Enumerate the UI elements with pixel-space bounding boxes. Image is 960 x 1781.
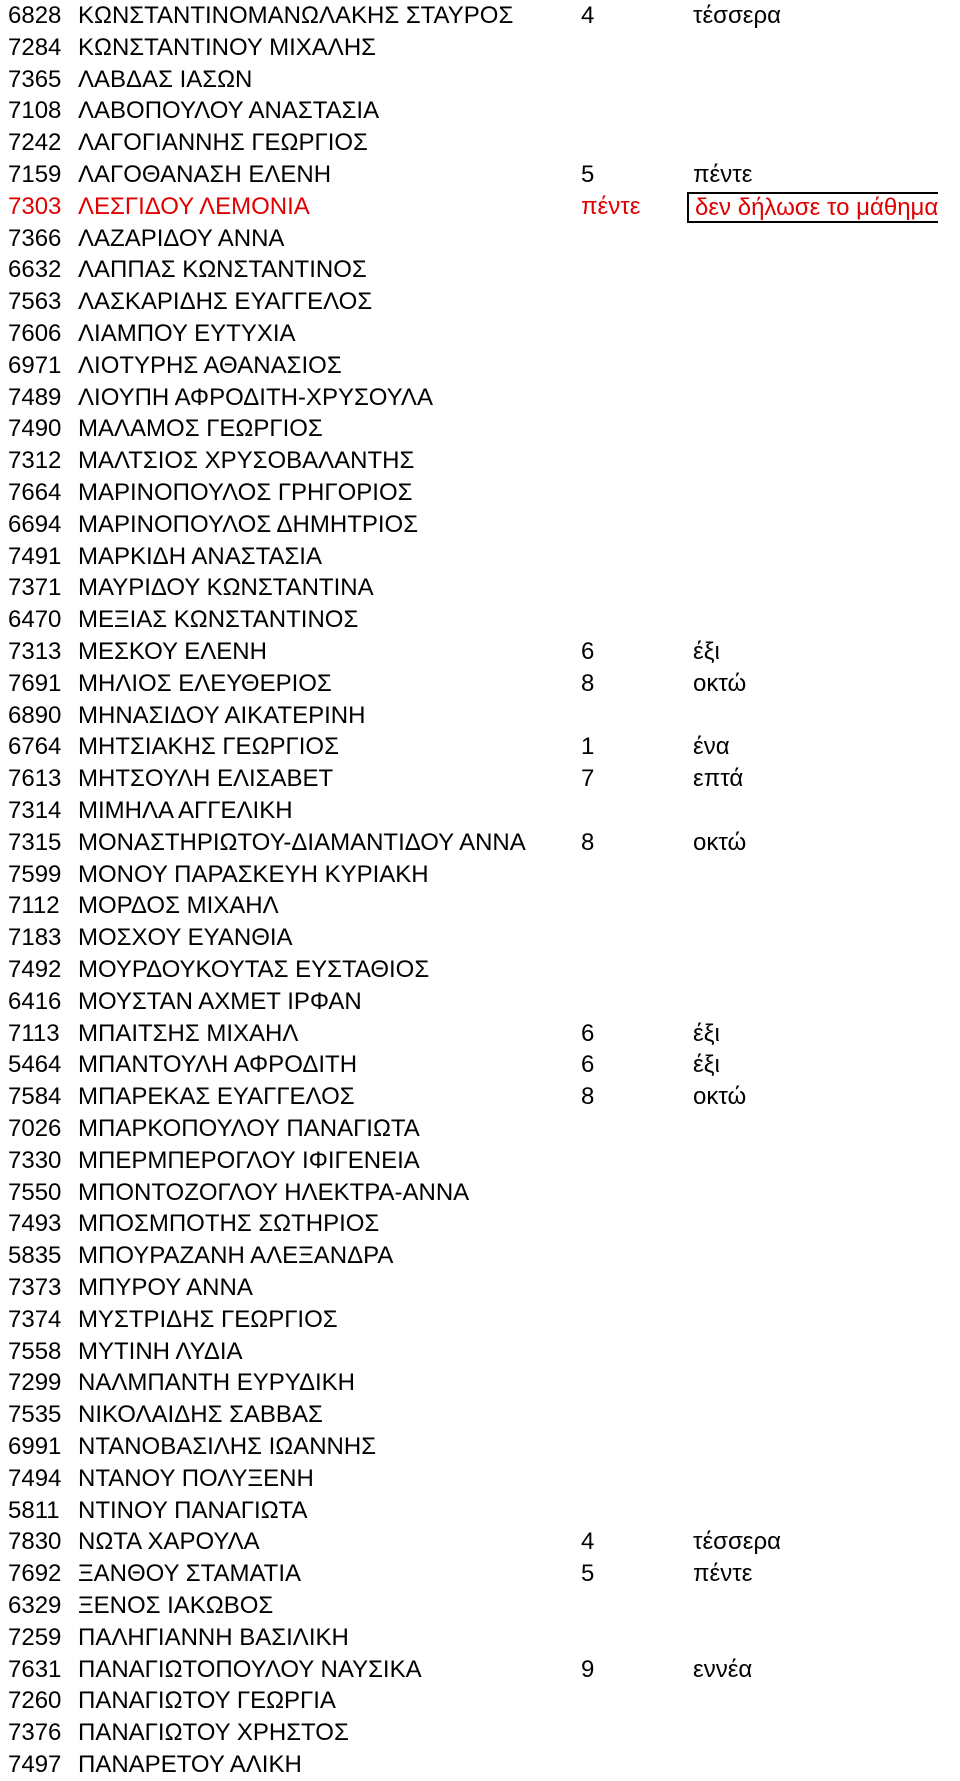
- table-row: [0, 954, 960, 986]
- student-id: 7026: [8, 1115, 62, 1142]
- grade-number: 7: [581, 765, 595, 793]
- student-name: ΜΥΤΙΝΗ ΛΥΔΙΑ: [78, 1337, 243, 1365]
- student-id: 7830: [8, 1528, 62, 1556]
- table-row: [0, 1177, 960, 1209]
- student-id: 7242: [8, 129, 62, 157]
- student-id: 7260: [8, 1687, 62, 1715]
- student-name: ΜΗΤΣΟΥΛΗ ΕΛΙΣΑΒΕΤ: [78, 765, 334, 793]
- student-name: ΜΠΟΥΡΑΖΑΝΗ ΑΛΕΞΑΝΔΡΑ: [78, 1242, 394, 1270]
- student-name: ΛΕΣΓΙΔΟΥ ΛΕΜΟΝΙΑ: [78, 192, 310, 220]
- student-id: 6764: [8, 733, 62, 761]
- student-name: ΜΕΣΚΟΥ ΕΛΕΝΗ: [78, 638, 267, 665]
- table-row: [0, 1145, 960, 1177]
- grade-in-words: έξι: [693, 1019, 720, 1047]
- student-id: 7497: [8, 1751, 62, 1778]
- grade-number: 8: [581, 1083, 595, 1111]
- student-name: ΜΟΝΑΣΤΗΡΙΩΤΟΥ-ΔΙΑΜΑΝΤΙΔΟΥ ΑΝΝΑ: [78, 828, 526, 856]
- table-row: [0, 1240, 960, 1272]
- table-row: [0, 159, 960, 191]
- student-name: ΜΠΑΡΕΚΑΣ ΕΥΑΓΓΕΛΟΣ: [78, 1083, 355, 1111]
- student-id: 7493: [8, 1210, 62, 1238]
- table-row: [0, 318, 960, 350]
- student-name: ΜΠΟΣΜΠΟΤΗΣ ΣΩΤΗΡΙΟΣ: [78, 1210, 380, 1238]
- student-id: 6890: [8, 701, 62, 729]
- student-name: ΜΟΣΧΟΥ ΕΥΑΝΘΙΑ: [78, 924, 293, 952]
- student-id: 7373: [8, 1274, 62, 1301]
- student-id: 7299: [8, 1369, 62, 1397]
- student-id: 7312: [8, 447, 62, 475]
- student-id: 6971: [8, 351, 62, 379]
- table-row: [0, 1367, 960, 1399]
- student-id: 6828: [8, 2, 62, 29]
- student-name: ΛΑΓΟΘΑΝΑΣΗ ΕΛΕΝΗ: [78, 161, 332, 188]
- student-name: ΠΑΛΗΓΙΑΝΝΗ ΒΑΣΙΛΙΚΗ: [78, 1623, 349, 1651]
- grade-number: 5: [581, 161, 595, 188]
- table-row: [0, 350, 960, 382]
- student-name: ΛΑΠΠΑΣ ΚΩΝΣΤΑΝΤΙΝΟΣ: [78, 256, 367, 284]
- grade-in-words: έξι: [693, 638, 720, 665]
- table-row: [0, 890, 960, 922]
- student-name: ΝΤΙΝΟΥ ΠΑΝΑΓΙΩΤΑ: [78, 1496, 308, 1524]
- student-id: 6991: [8, 1433, 62, 1460]
- table-row: [0, 1081, 960, 1113]
- student-name: ΛΑΒΟΠΟΥΛΟΥ ΑΝΑΣΤΑΣΙΑ: [78, 97, 380, 125]
- student-id: 5811: [8, 1496, 60, 1524]
- student-id: 7113: [8, 1019, 60, 1047]
- table-row: [0, 1399, 960, 1431]
- student-name: ΜΠΥΡΟΥ ΑΝΝΑ: [78, 1274, 253, 1301]
- table-row: [0, 1304, 960, 1336]
- table-row: [0, 382, 960, 414]
- student-id: 7631: [8, 1655, 62, 1683]
- student-id: 7691: [8, 669, 62, 697]
- grade-in-words: τέσσερα: [693, 1528, 782, 1556]
- student-id: 7314: [8, 797, 62, 824]
- table-row: [0, 32, 960, 64]
- table-row: [0, 636, 960, 668]
- student-name: ΝΙΚΟΛΑΙΔΗΣ ΣΑΒΒΑΣ: [78, 1401, 323, 1429]
- grade-in-words: οκτώ: [693, 1083, 747, 1111]
- student-id: 6470: [8, 606, 62, 634]
- table-row: [0, 1526, 960, 1558]
- table-row: [0, 827, 960, 859]
- student-id: 7599: [8, 860, 62, 888]
- table-row: [0, 286, 960, 318]
- student-id: 7159: [8, 161, 62, 188]
- table-row: [0, 1654, 960, 1686]
- student-id: 7112: [8, 892, 60, 920]
- student-name: ΜΠΑΡΚΟΠΟΥΛΟΥ ΠΑΝΑΓΙΩΤΑ: [78, 1115, 420, 1142]
- student-name: ΠΑΝΑΓΙΩΤΟΥ ΧΡΗΣΤΟΣ: [78, 1719, 349, 1747]
- table-row: [0, 223, 960, 255]
- student-name: ΝΤΑΝΟΒΑΣΙΛΗΣ ΙΩΑΝΝΗΣ: [78, 1433, 377, 1460]
- table-row: [0, 763, 960, 795]
- student-id: 7558: [8, 1337, 62, 1365]
- grade-number: πέντε: [581, 192, 641, 220]
- student-name: ΛΑΖΑΡΙΔΟΥ ΑΝΝΑ: [78, 224, 285, 252]
- table-row: [0, 1463, 960, 1495]
- student-id: 7613: [8, 765, 62, 793]
- table-row: [0, 0, 960, 32]
- student-id: 7489: [8, 383, 62, 411]
- grade-number: 6: [581, 1019, 595, 1047]
- table-row: [0, 1431, 960, 1463]
- grade-number: 8: [581, 669, 595, 697]
- table-row: [0, 64, 960, 96]
- table-row: [0, 1717, 960, 1749]
- student-id: 7303: [8, 192, 62, 220]
- table-row: [0, 859, 960, 891]
- table-row: [0, 1749, 960, 1781]
- grade-number: 4: [581, 1528, 595, 1556]
- table-row: [0, 572, 960, 604]
- student-id: 7692: [8, 1560, 62, 1588]
- grade-number: 6: [581, 1051, 595, 1079]
- student-name: ΚΩΝΣΤΑΝΤΙΝΟΜΑΝΩΛΑΚΗΣ ΣΤΑΥΡΟΣ: [78, 2, 514, 29]
- student-name: ΜΟΡΔΟΣ ΜΙΧΑΗΛ: [78, 892, 279, 920]
- grade-number: 8: [581, 828, 595, 856]
- student-id: 7492: [8, 956, 62, 983]
- student-id: 7183: [8, 924, 62, 952]
- student-id: 7563: [8, 288, 62, 316]
- student-id: 7259: [8, 1623, 62, 1651]
- student-name: ΠΑΝΑΡΕΤΟΥ ΑΛΙΚΗ: [78, 1751, 302, 1778]
- student-id: 7550: [8, 1178, 62, 1206]
- student-name: ΜΠΟΝΤΟΖΟΓΛΟΥ ΗΛΕΚΤΡΑ-ΑΝΝΑ: [78, 1178, 470, 1206]
- student-id: 7491: [8, 542, 62, 570]
- table-row: [0, 477, 960, 509]
- student-id: 7606: [8, 320, 62, 347]
- table-row: [0, 95, 960, 127]
- student-id: 6632: [8, 256, 62, 284]
- student-name: ΛΑΓΟΓΙΑΝΝΗΣ ΓΕΩΡΓΙΟΣ: [78, 129, 368, 157]
- grade-in-words: εννέα: [693, 1655, 753, 1683]
- table-row: [0, 191, 960, 223]
- student-id: 7284: [8, 33, 62, 61]
- table-row: [0, 986, 960, 1018]
- student-name: ΜΑΡΙΝΟΠΟΥΛΟΣ ΔΗΜΗΤΡΙΟΣ: [78, 510, 419, 538]
- student-name: ΜΙΜΗΛΑ ΑΓΓΕΛΙΚΗ: [78, 797, 293, 824]
- student-name: ΛΙΟΥΠΗ ΑΦΡΟΔΙΤΗ-ΧΡΥΣΟΥΛΑ: [78, 383, 433, 411]
- table-row: [0, 795, 960, 827]
- student-id: 6329: [8, 1592, 62, 1619]
- table-row: [0, 413, 960, 445]
- table-row: [0, 445, 960, 477]
- student-name: ΜΠΕΡΜΠΕΡΟΓΛΟΥ ΙΦΙΓΕΝΕΙΑ: [78, 1146, 420, 1174]
- student-name: ΜΑΡΚΙΔΗ ΑΝΑΣΤΑΣΙΑ: [78, 542, 322, 570]
- student-id: 7535: [8, 1401, 62, 1429]
- grade-number: 6: [581, 638, 595, 665]
- table-row: [0, 509, 960, 541]
- grade-number: 5: [581, 1560, 595, 1588]
- grade-number: 1: [581, 733, 595, 761]
- student-id: 6416: [8, 987, 62, 1015]
- table-row: [0, 1495, 960, 1527]
- student-name: ΛΑΒΔΑΣ ΙΑΣΩΝ: [78, 65, 253, 93]
- table-row: [0, 1049, 960, 1081]
- grade-in-words: οκτώ: [693, 828, 747, 856]
- student-id: 7376: [8, 1719, 62, 1747]
- student-id: 5464: [8, 1051, 62, 1079]
- grade-in-words: δεν δήλωσε το μάθημα: [687, 192, 938, 223]
- student-id: 7108: [8, 97, 62, 125]
- student-name: ΞΕΝΟΣ ΙΑΚΩΒΟΣ: [78, 1592, 274, 1619]
- table-row: [0, 668, 960, 700]
- table-row: [0, 1558, 960, 1590]
- student-id: 5835: [8, 1242, 62, 1270]
- student-name: ΜΥΣΤΡΙΔΗΣ ΓΕΩΡΓΙΟΣ: [78, 1305, 338, 1333]
- student-name: ΛΑΣΚΑΡΙΔΗΣ ΕΥΑΓΓΕΛΟΣ: [78, 288, 373, 316]
- grade-in-words: επτά: [693, 765, 744, 793]
- table-row: [0, 1208, 960, 1240]
- table-row: [0, 254, 960, 286]
- grade-in-words: πέντε: [693, 161, 753, 188]
- student-name: ΛΙΑΜΠΟΥ ΕΥΤΥΧΙΑ: [78, 320, 296, 347]
- table-row: [0, 731, 960, 763]
- student-name: ΜΠΑΝΤΟΥΛΗ ΑΦΡΟΔΙΤΗ: [78, 1051, 358, 1079]
- student-name: ΞΑΝΘΟΥ ΣΤΑΜΑΤΙΑ: [78, 1560, 302, 1588]
- grade-in-words: οκτώ: [693, 669, 747, 697]
- student-name: ΜΟΥΣΤΑΝ ΑΧΜΕΤ ΙΡΦΑΝ: [78, 987, 362, 1015]
- grade-in-words: ένα: [693, 733, 730, 761]
- table-row: [0, 541, 960, 573]
- table-row: [0, 1622, 960, 1654]
- student-name: ΜΗΝΑΣΙΔΟΥ ΑΙΚΑΤΕΡΙΝΗ: [78, 701, 366, 729]
- student-name: ΜΠΑΙΤΣΗΣ ΜΙΧΑΗΛ: [78, 1019, 299, 1047]
- student-id: 7313: [8, 638, 62, 665]
- student-name: ΜΑΡΙΝΟΠΟΥΛΟΣ ΓΡΗΓΟΡΙΟΣ: [78, 479, 413, 506]
- student-name: ΜΑΛΑΜΟΣ ΓΕΩΡΓΙΟΣ: [78, 415, 323, 443]
- student-id: 7366: [8, 224, 62, 252]
- student-id: 7365: [8, 65, 62, 93]
- student-name: ΜΟΥΡΔΟΥΚΟΥΤΑΣ ΕΥΣΤΑΘΙΟΣ: [78, 956, 430, 983]
- table-row: [0, 127, 960, 159]
- grade-in-words: πέντε: [693, 1560, 753, 1588]
- student-name: ΠΑΝΑΓΙΩΤΟΠΟΥΛΟΥ ΝΑΥΣΙΚΑ: [78, 1655, 422, 1683]
- table-row: [0, 700, 960, 732]
- student-name: ΛΙΟΤΥΡΗΣ ΑΘΑΝΑΣΙΟΣ: [78, 351, 342, 379]
- table-row: [0, 1272, 960, 1304]
- grade-in-words: τέσσερα: [693, 2, 782, 29]
- table-row: [0, 1685, 960, 1717]
- student-id: 7494: [8, 1464, 62, 1492]
- grade-number: 9: [581, 1655, 595, 1683]
- student-id: 7374: [8, 1305, 62, 1333]
- student-name: ΜΕΞΙΑΣ ΚΩΝΣΤΑΝΤΙΝΟΣ: [78, 606, 359, 634]
- table-row: [0, 1018, 960, 1050]
- student-name: ΠΑΝΑΓΙΩΤΟΥ ΓΕΩΡΓΙΑ: [78, 1687, 336, 1715]
- student-id: 6694: [8, 510, 62, 538]
- student-name: ΜΟΝΟΥ ΠΑΡΑΣΚΕΥΗ ΚΥΡΙΑΚΗ: [78, 860, 429, 888]
- student-name: ΝΩΤΑ ΧΑΡΟΥΛΑ: [78, 1528, 260, 1556]
- student-name: ΜΗΤΣΙΑΚΗΣ ΓΕΩΡΓΙΟΣ: [78, 733, 339, 761]
- student-id: 7330: [8, 1146, 62, 1174]
- student-id: 7490: [8, 415, 62, 443]
- student-name: ΜΑΥΡΙΔΟΥ ΚΩΝΣΤΑΝΤΙΝΑ: [78, 574, 374, 602]
- student-name: ΝΑΛΜΠΑΝΤΗ ΕΥΡΥΔΙΚΗ: [78, 1369, 355, 1397]
- table-row: [0, 1336, 960, 1368]
- table-row: [0, 1113, 960, 1145]
- student-name: ΝΤΑΝΟΥ ΠΟΛΥΞΕΝΗ: [78, 1464, 314, 1492]
- table-row: [0, 604, 960, 636]
- student-id: 7584: [8, 1083, 62, 1111]
- student-id: 7371: [8, 574, 62, 602]
- student-name: ΚΩΝΣΤΑΝΤΙΝΟΥ ΜΙΧΑΛΗΣ: [78, 33, 377, 61]
- student-id: 7664: [8, 479, 62, 506]
- student-name: ΜΑΛΤΣΙΟΣ ΧΡΥΣΟΒΑΛΑΝΤΗΣ: [78, 447, 415, 475]
- student-id: 7315: [8, 828, 62, 856]
- grade-number: 4: [581, 2, 595, 29]
- table-row: [0, 922, 960, 954]
- table-row: [0, 1590, 960, 1622]
- student-name: ΜΗΛΙΟΣ ΕΛΕΥΘΕΡΙΟΣ: [78, 669, 332, 697]
- grade-in-words: έξι: [693, 1051, 720, 1079]
